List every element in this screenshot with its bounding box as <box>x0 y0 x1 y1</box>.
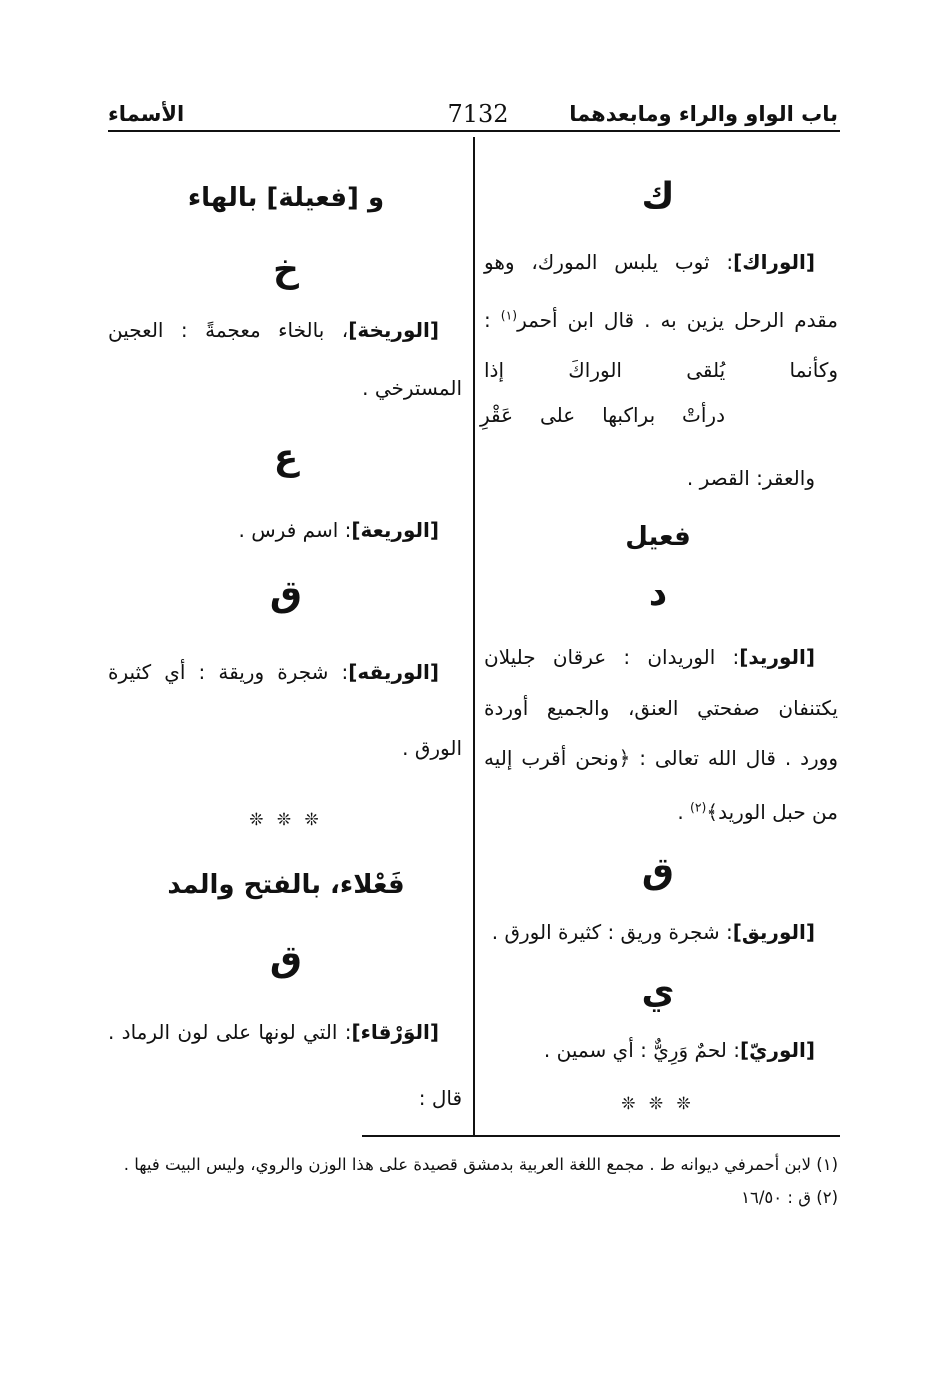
letter-heading-kha: خ <box>273 249 299 290</box>
section-separator: ❊ ❊ ❊ <box>249 810 323 830</box>
footnote-rule <box>362 1135 840 1137</box>
letter-heading-qaf: ق <box>641 851 675 892</box>
entry-wariikha-line-2: المسترخي . <box>362 376 462 400</box>
definition-text: : لحمٌ وَرِيٌّ : أي سمين . <box>543 1038 740 1062</box>
definition-text: ، بالخاء معجمةً : العجين <box>108 318 349 342</box>
entry-wariiqa-line-2: الورق . <box>402 736 462 760</box>
entry-warqa-line-1 <box>108 1012 462 1052</box>
entry-warid-line-2: يكتنفان صفحتي العنق، والجميع أوردة <box>484 696 838 720</box>
footnote-text: ق : ١٦/٥٠ <box>741 1188 811 1207</box>
headword: [الوريد] <box>739 645 815 669</box>
headword: [الوَرْقاء] <box>351 1020 439 1044</box>
footnote-2 <box>110 1186 838 1210</box>
definition-text: : ثوب يلبس المورك، وهو <box>484 250 734 274</box>
letter-heading-kaf: ك <box>641 176 675 217</box>
column-divider <box>473 137 475 1136</box>
verse-hemistich-1: وكأنما يُلقى الوراكَ إذا <box>484 358 838 382</box>
definition-text: : شجرة وريق : كثيرة الورق . <box>491 920 733 944</box>
footnote-marker: (١) <box>816 1155 838 1174</box>
entry-wariikha-line-1 <box>108 310 462 350</box>
entry-warid-line-4 <box>484 792 838 832</box>
section-title: باب الواو والراء ومابعدهما <box>569 102 838 126</box>
footnote-ref: (٢) <box>690 799 707 815</box>
verse-hemistich-2: درأتْ براكبها على عَقْرِ <box>480 403 725 427</box>
definition-text: : التي لونها على لون الرماد . <box>108 1020 352 1044</box>
headword: [الوراك] <box>733 250 815 274</box>
headword: [الوريعة] <box>351 518 439 542</box>
continuation-text: قال : <box>418 1086 462 1110</box>
pattern-heading-fail: فعيل <box>625 522 691 552</box>
headword: [الوريخة] <box>348 318 439 342</box>
definition-text: : الوريدان : عرقان جليلان <box>484 645 740 669</box>
punctuation: . <box>677 800 691 824</box>
letter-heading-qaf-2: ق <box>269 939 303 980</box>
footnote-1 <box>110 1153 838 1177</box>
letter-heading-ya: ي <box>641 971 675 1012</box>
entry-wariq-line-1 <box>484 912 838 952</box>
entry-warid-line-1 <box>484 637 838 677</box>
headword: [الوريق] <box>732 920 815 944</box>
entry-wariyy-line-1 <box>484 1030 838 1070</box>
entry-wirak-gloss: والعقر: القصر . <box>686 466 815 490</box>
entry-warid-line-3: وورد . قال الله تعالى : ﴿ونحن أقرب إليه <box>484 746 838 770</box>
footnote-marker: (٢) <box>816 1188 838 1207</box>
definition-text: : شجرة وريقة : أي كثيرة <box>108 660 349 684</box>
headword: [الوريقه] <box>348 660 439 684</box>
entry-wirak-line-2 <box>484 300 838 340</box>
headword: [الوريّ] <box>739 1038 815 1062</box>
quran-quote-end: من حبل الوريد﴾ <box>706 800 838 824</box>
entry-wariia-line-1 <box>108 510 462 550</box>
entry-wariiqa-line-1 <box>108 652 462 692</box>
punctuation: : <box>484 308 501 332</box>
footnote-text: لابن أحمرفي ديوانه ط . مجمع اللغة العربية بدمشق قصيدة على هذا الوزن والروي، وليس البيت فيها . <box>123 1155 811 1174</box>
definition-text: مقدم الرحل يزين به . قال ابن أحمر <box>517 308 838 332</box>
section-separator: ❊ ❊ ❊ <box>621 1094 695 1114</box>
page-number: 7132 <box>447 100 509 128</box>
letter-heading-ain: ع <box>273 437 299 478</box>
definition-text: : اسم فرس . <box>238 518 352 542</box>
entry-wirak-line-1 <box>484 242 838 282</box>
pattern-heading-fail-with-ha: و [فعيلة] بالهاء <box>187 183 385 213</box>
footnote-ref: (١) <box>500 307 518 323</box>
letter-heading-qaf: ق <box>269 574 303 615</box>
part-title: الأسماء <box>108 102 185 126</box>
pattern-heading-falaa: فَعْلاء، بالفتح والمد <box>167 870 405 900</box>
letter-heading-dal: د <box>648 573 668 614</box>
header-rule <box>108 130 840 132</box>
